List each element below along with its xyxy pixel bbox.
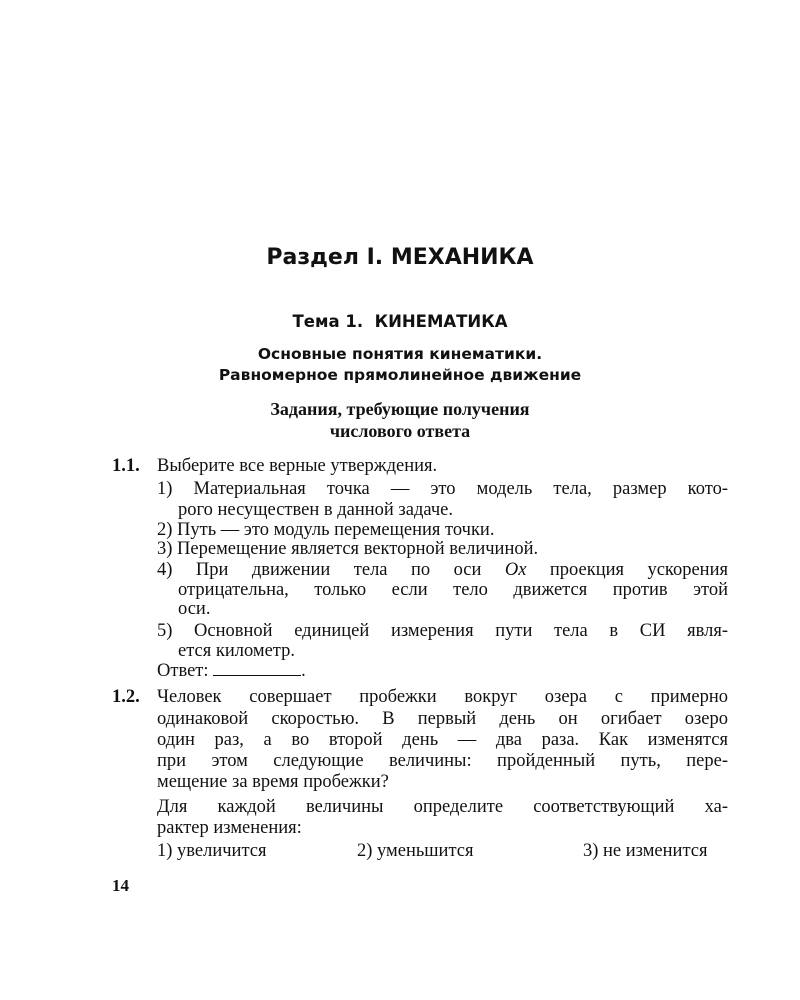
- section-title: Раздел I. МЕХАНИКА: [266, 245, 534, 270]
- option-4-line-2: отрицательна, только если тело движется против этой: [178, 580, 728, 600]
- task-prompt: Выберите все верные утверждения.: [157, 456, 438, 476]
- task-text-line: одинаковой скоростью. В первый день он огибает озеро: [157, 709, 728, 729]
- option-4-line-1: 4) При движении тела по оси Ox проекция ускорения: [157, 560, 728, 580]
- answer-label: Ответ:: [157, 661, 209, 681]
- task-number: 1.1.: [112, 456, 140, 476]
- choice-2: 2) уменьшится: [357, 841, 474, 861]
- page-number: 14: [112, 876, 129, 895]
- task-type-line-2: числового ответа: [329, 421, 471, 441]
- answer-field[interactable]: [213, 661, 301, 676]
- option-5-line-1: 5) Основной единицей измерения пути тела в СИ явля-: [157, 621, 728, 641]
- option-1-line-1: 1) Материальная точка — это модель тела, размер кото-: [157, 479, 728, 499]
- task-text-line: при этом следующие величины: пройденный путь, пере-: [157, 751, 728, 771]
- task-text-line: один раз, а во второй день — два раза. Как изменятся: [157, 730, 728, 750]
- subtopic-line-1: Основные понятия кинематики.: [257, 345, 543, 363]
- instruction-line: рактер изменения:: [157, 818, 302, 838]
- instruction-line: Для каждой величины определите соответствующий ха-: [157, 797, 728, 817]
- option-5-line-2: ется километр.: [178, 641, 295, 661]
- option-1-line-2: рого несуществен в данной задаче.: [178, 500, 453, 520]
- choice-3: 3) не изменится: [583, 841, 708, 861]
- option-2: 2) Путь — это модуль перемещения точки.: [157, 520, 495, 540]
- subtopic-line-2: Равномерное прямолинейное движение: [218, 366, 582, 384]
- task-text-line: мещение за время пробежки?: [157, 772, 389, 792]
- option-3: 3) Перемещение является векторной величиной.: [157, 539, 539, 559]
- topic-title: Тема 1. КИНЕМАТИКА: [292, 312, 508, 331]
- option-4-line-3: оси.: [178, 599, 211, 619]
- answer-line: Ответ: .: [157, 661, 306, 681]
- choice-1: 1) увеличится: [157, 841, 267, 861]
- task-number: 1.2.: [112, 687, 140, 707]
- task-type-line-1: Задания, требующие получения: [270, 399, 530, 419]
- task-text-line: Человек совершает пробежки вокруг озера с примерно: [157, 687, 728, 707]
